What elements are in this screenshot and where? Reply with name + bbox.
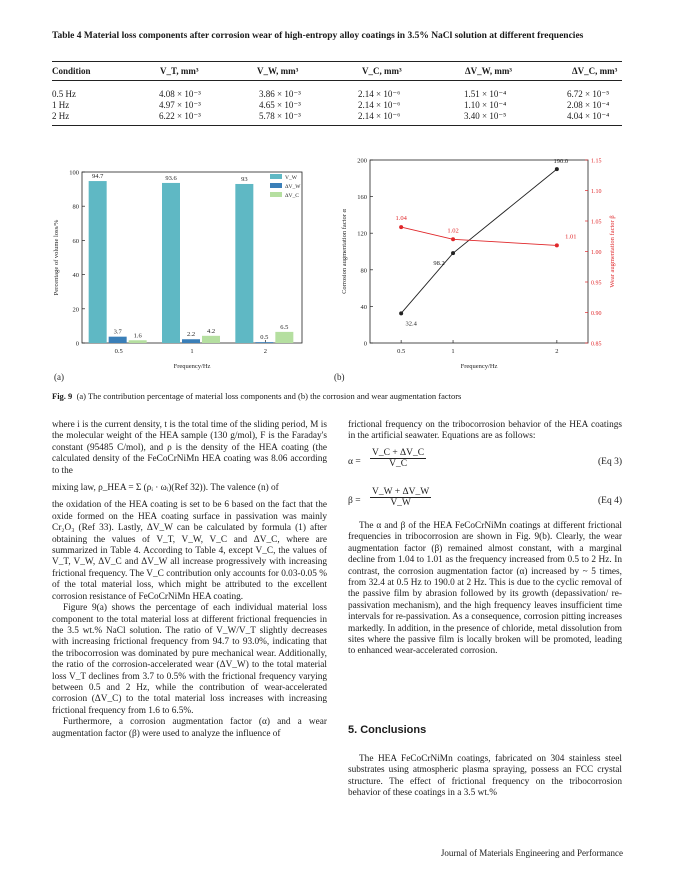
legend-swatch — [270, 192, 282, 197]
bar-value-label: 1.6 — [133, 332, 142, 340]
equation-4 — [348, 487, 622, 521]
legend-swatch — [270, 183, 282, 188]
table-cell: 4.04 × 10⁻⁴ — [567, 111, 610, 121]
table-cell: 1 Hz — [52, 100, 70, 110]
y-axis-title: Percentage of volume loss/% — [53, 219, 60, 296]
bar — [109, 337, 127, 343]
y-left-tick-label: 80 — [360, 267, 367, 275]
table-cell: 2 Hz — [52, 111, 70, 121]
panel-label: (a) — [54, 372, 64, 382]
x-tick-label: 1 — [451, 348, 455, 355]
right-column-top — [348, 420, 622, 443]
table-header-cell: V_T, mm³ — [160, 66, 199, 76]
eq3-lhs: α = — [348, 457, 361, 467]
paragraph: the oxidation of the HEA coating is set to be 6 based on the fact that the oxide formed on the HEA coating surface in passivation was mainly Cr₂O₃ (Ref 33). Lastly, ΔV_W can be calculated by formula (1) after obtaining the values of V_T, V_W, V_C and ΔV_C, where are summarized in Table 4. According to Table 4, except V_C, the values of V_T, V_W, ΔV_C and ΔV_W all increase progressively with increasing frictional frequency. The V_C contribution only accounts for 0.03-0.05 % of the total material loss, which might be attributed to the excellent corrosion resistance of FeCoCrNiMn HEA coating. — [52, 500, 327, 602]
y-tick-label: 0 — [75, 340, 79, 348]
paragraph: Furthermore, a corrosion augmentation factor (α) and a wear augmentation factor (β) were used to analyze the influence of — [52, 717, 327, 739]
eq3-denominator: V_C — [389, 459, 408, 469]
bar — [89, 181, 107, 343]
y-tick-label: 100 — [69, 169, 79, 177]
table-header-row — [52, 66, 622, 77]
data-label: 190.0 — [553, 158, 569, 166]
bar-value-label: 0.5 — [260, 334, 269, 342]
eq3-numerator: V_C + ΔV_C — [372, 448, 425, 458]
data-point — [399, 225, 403, 229]
left-column — [52, 420, 327, 740]
line-chart-panel-b — [334, 158, 616, 383]
table-cell: 3.86 × 10⁻³ — [259, 89, 301, 99]
table-title: Table 4 Material loss components after corrosion wear of high-entropy alloy coatings in 3.5% NaCl solution at different frequencies — [52, 31, 584, 41]
y-left-axis-title: Corrosion augmentation factor α — [341, 209, 348, 294]
bar-value-label: 93.6 — [165, 174, 177, 182]
table-cell: 0.5 Hz — [52, 89, 76, 99]
figure-9 — [40, 150, 640, 382]
y-left-tick-label: 40 — [360, 303, 367, 311]
bar-value-label: 93 — [241, 175, 248, 183]
y-tick-label: 80 — [72, 203, 79, 211]
y-right-tick-label: 1.05 — [591, 219, 602, 226]
y-left-tick-label: 0 — [363, 340, 367, 348]
legend-label: ΔV_C — [285, 193, 299, 199]
bar-chart-panel-a — [53, 170, 302, 383]
equation-3 — [348, 448, 622, 482]
table-cell: 2.14 × 10⁻⁶ — [358, 100, 401, 110]
bar-value-label: 2.2 — [186, 331, 196, 339]
table-cell: 6.72 × 10⁻⁵ — [567, 89, 610, 99]
journal-footer: Journal of Materials Engineering and Performance — [440, 848, 623, 858]
bar-value-label: 94.7 — [91, 173, 104, 181]
y-left-tick-label: 160 — [357, 194, 367, 202]
data-point — [555, 167, 559, 171]
y-right-tick-label: 1.15 — [591, 158, 602, 165]
x-tick-label: 2 — [263, 348, 267, 355]
table-top-rule — [52, 61, 622, 62]
data-label: 98.2 — [433, 260, 445, 268]
table-header-cell: ΔV_C, mm³ — [572, 66, 618, 76]
y-tick-label: 20 — [72, 306, 79, 314]
data-point — [451, 237, 455, 241]
right-column-conclusions — [348, 754, 622, 800]
y-tick-label: 40 — [72, 272, 79, 280]
table-cell: 6.22 × 10⁻³ — [159, 111, 201, 121]
bar — [235, 184, 253, 343]
y-left-tick-label: 120 — [357, 230, 367, 238]
y-right-tick-label: 0.90 — [591, 311, 602, 317]
bar — [182, 339, 200, 343]
table-header-cell: Condition — [52, 66, 91, 76]
eq4-denominator: V_W — [390, 498, 411, 508]
table-cell: 4.97 × 10⁻³ — [159, 100, 201, 110]
y-right-tick-label: 0.95 — [591, 280, 602, 287]
data-point — [451, 251, 455, 255]
paragraph: Figure 9(a) shows the percentage of each individual material loss component to the total material loss at different frictional frequencies in the 3.5 wt.% NaCl solution. The ratio of V_W/V_T slightly decreases with increasing frictional frequency from 94.7 to 93.0%, indicating that the tribocorrosion was dominated by pure mechanical wear. Additionally, the ratio of the corrosion-accelerated wear (ΔV_W) to the total material loss V_T declines from 3.7 to 0.5% with the frictional frequency varying between 0.5 and 2 Hz, while the contribution of wear-accelerated corrosion (ΔV_C) to the total material loss increases with increasing frictional frequency from 1.6 to 6.5%. — [52, 603, 327, 716]
bar — [275, 332, 293, 343]
table-bottom-rule — [52, 125, 622, 126]
x-tick-label: 2 — [555, 348, 559, 355]
y-right-axis-title: Wear augmentation factor β — [609, 215, 616, 288]
bar-value-label: 6.5 — [280, 323, 289, 331]
plot-frame — [370, 160, 588, 343]
y-right-tick-label: 1.00 — [591, 250, 602, 256]
eq3-number: (Eq 3) — [597, 457, 622, 467]
bar — [162, 183, 180, 343]
figure-caption-label: Fig. 9 — [52, 391, 73, 401]
x-tick-label: 1 — [190, 348, 194, 355]
y-tick-label: 60 — [72, 237, 79, 245]
data-label: 1.02 — [447, 227, 459, 235]
x-axis-title: Frequency/Hz — [173, 363, 211, 370]
eq4-numerator: V_W + ΔV_W — [372, 487, 430, 497]
paragraph: The HEA FeCoCrNiMn coatings, fabricated on 304 stainless steel substrates using atmospheric plasma spraying, possess an FCC crystal structure. The effect of frictional frequency on the tribocorrosion behavior of these coatings in a 3.5 wt.% — [348, 754, 622, 799]
data-label: 1.01 — [565, 233, 577, 241]
bar — [202, 336, 220, 343]
section-heading: 5. Conclusions — [348, 724, 427, 736]
x-tick-label: 0.5 — [114, 348, 123, 355]
table-cell: 2.08 × 10⁻⁴ — [567, 100, 610, 110]
bar — [129, 340, 147, 343]
bar-value-label: 4.2 — [206, 327, 216, 335]
y-left-tick-label: 200 — [357, 157, 367, 165]
legend-swatch — [270, 174, 282, 179]
table-header-cell: V_C, mm³ — [362, 66, 402, 76]
table-row — [52, 89, 622, 100]
table-header-rule — [52, 80, 622, 81]
table-cell: 5.78 × 10⁻³ — [259, 111, 301, 121]
figure-caption-text: (a) The contribution percentage of material loss components and (b) the corrosion and wear augmentation factors — [76, 391, 462, 401]
panel-label: (b) — [334, 372, 345, 382]
table-row — [52, 100, 622, 111]
paragraph: mixing law, ρ_HEA = Σ (ρᵢ · ωᵢ)(Ref 32)). The valence (n) of — [52, 483, 279, 494]
data-label: 32.4 — [405, 320, 417, 328]
plot-frame — [82, 172, 302, 343]
legend-label: ΔV_W — [285, 184, 301, 190]
table-cell: 2.14 × 10⁻⁶ — [358, 89, 401, 99]
y-right-tick-label: 1.10 — [591, 189, 602, 195]
table-cell: 4.65 × 10⁻³ — [259, 100, 301, 110]
bar-value-label: 3.7 — [113, 328, 122, 336]
bar — [255, 342, 273, 343]
data-point — [555, 243, 559, 247]
table-cell: 1.10 × 10⁻⁴ — [464, 100, 507, 110]
table-cell: 1.51 × 10⁻⁴ — [464, 89, 507, 99]
series-line — [401, 227, 557, 245]
table-header-cell: V_W, mm³ — [257, 66, 299, 76]
legend-label: V_W — [285, 175, 297, 181]
paragraph: The α and β of the HEA FeCoCrNiMn coatings at different frictional frequencies in tribocorrosion are shown in Fig. 9(b). Clearly, the wear augmentation factor (β) remained almost constant, with a marginal decline from 1.04 to 1.01 as the frequency increased from 0.5 to 2 Hz. In contrast, the corrosion augmentation factor (α) increased by ~ 5 times, from 32.4 at 0.5 Hz to 190.0 at 2 Hz. This is due to the cyclic removal of the passive film by abrasion followed by its growth (depassivation/ re-passivation mechanism), and the high frequency leaves insufficient time intervals for re-passivation. As a consequence, corrosion pitting increases markedly. In addition, in the presence of chloride, metal dissolution from sites where the passive film is locally broken will be promoted, leading to enhanced wear-accelerated corrosion. — [348, 521, 622, 657]
table-cell: 2.14 × 10⁻⁶ — [358, 111, 401, 121]
eq4-lhs: β = — [348, 496, 361, 506]
paragraph: where i is the current density, t is the total time of the sliding period, M is the molecular weight of the HEA sample (130 g/mol), F is the Faraday's constant (95485 C/mol), and ρ is the density of the HEA coating (the calculated density of the FeCoCrNiMn HEA coating was 8.06 according to the — [52, 420, 327, 476]
data-point — [399, 311, 403, 315]
figure-caption — [52, 391, 622, 401]
table-row — [52, 111, 622, 122]
eq4-number: (Eq 4) — [597, 496, 622, 506]
data-label: 1.04 — [395, 215, 407, 223]
x-axis-title: Frequency/Hz — [460, 363, 498, 370]
table-cell: 3.40 × 10⁻⁵ — [464, 111, 507, 121]
right-column-body — [348, 521, 622, 658]
x-tick-label: 0.5 — [397, 348, 406, 355]
table-cell: 4.08 × 10⁻³ — [159, 89, 201, 99]
table-header-cell: ΔV_W, mm³ — [465, 66, 513, 76]
y-right-tick-label: 0.85 — [591, 341, 602, 348]
paragraph: frictional frequency on the tribocorrosion behavior of the HEA coatings in the artificial seawater. Equations are as follows: — [348, 420, 622, 442]
